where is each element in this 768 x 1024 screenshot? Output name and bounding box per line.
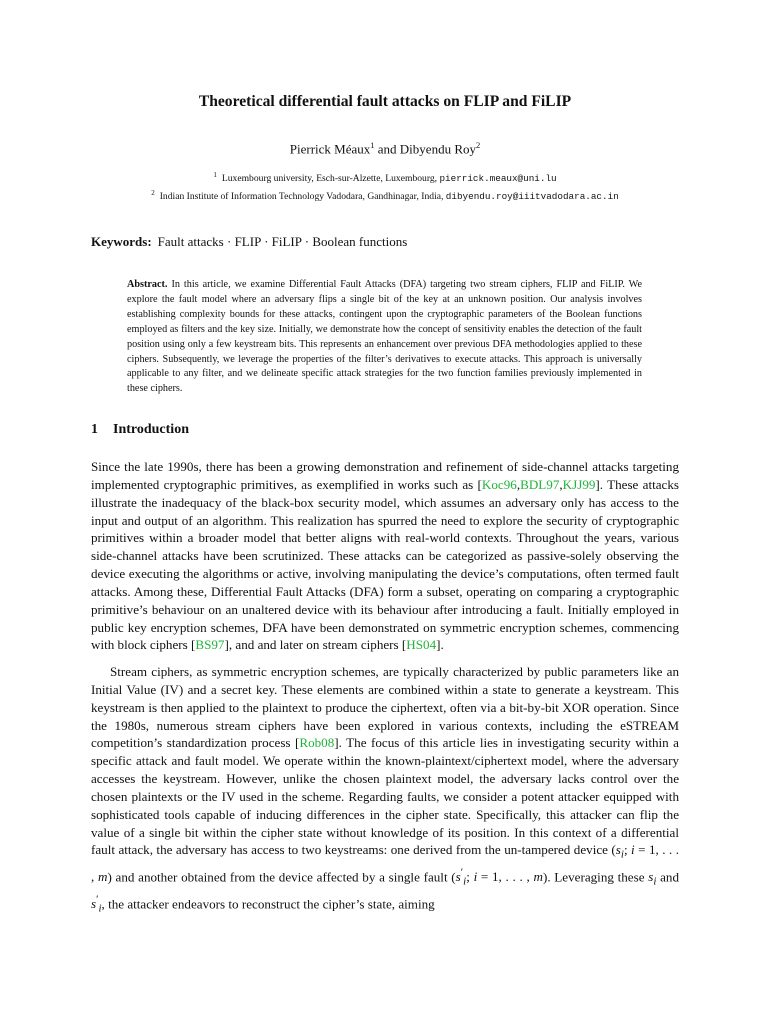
citation-link[interactable]: BDL97 (520, 476, 560, 492)
math-inline: $s'_i$ (91, 893, 102, 915)
author-1: Pierrick Méaux (289, 141, 371, 157)
math-inline: $s'_i$; i = 1, . . . , m (455, 866, 543, 888)
abstract (127, 278, 642, 397)
citation-link[interactable]: Koc96 (481, 476, 517, 492)
section-number: 1 (91, 422, 98, 437)
author-line (91, 140, 679, 157)
affiliation-2: $^2$ Indian Institute of Information Technology Vadodara, Gandhinagar, India, dibyendu.roy@iiitvadodara.ac.in (151, 189, 619, 203)
author-2-affil-mark: 2 (476, 140, 481, 150)
keywords-text: Fault attacks · FLIP · FiLIP · Boolean functions (157, 234, 408, 249)
author-1-email: pierrick.meaux@uni.lu (439, 173, 557, 185)
section-heading (91, 422, 189, 438)
abstract-label: Abstract. (127, 279, 168, 290)
citation-link[interactable]: Rob08 (299, 735, 335, 751)
citation-link[interactable]: BS97 (195, 637, 225, 653)
citation-link[interactable]: HS04 (406, 637, 437, 653)
abstract-text: In this article, we examine Differential Fault Attacks (DFA) targeting two stream ciphers, FLIP and FiLIP. We explore the fault model where an adversary flips a single bit of the key at an unknown position. Our analysis involves establishing complexity bounds for these attacks, contingent upon the cryptographic parameters of the Boolean functions employed as filters and the key size. Initially, we demonstrate how the concept of sensitivity enables the detection of the fault position using only a few keystream bits. This represents an enhancement over previous DFA methodologies applied to these ciphers. Subsequently, we leverage the properties of the filter’s derivatives to execute attacks. This approach is universally applicable to any filter, and we delineate specific attack strategies for the two function families previously implemented in these ciphers. (127, 279, 642, 395)
citation-link[interactable]: KJJ99 (562, 476, 596, 492)
keywords (91, 234, 679, 250)
paper-title: Theoretical differential fault attacks on FLIP and FiLIP (198, 93, 572, 110)
keywords-label: Keywords: (91, 234, 152, 249)
math-inline: $s_i$ (648, 869, 657, 888)
affiliation-1: $^1$ Luxembourg university, Esch-sur-Alzette, Luxembourg, pierrick.meaux@uni.lu (213, 171, 557, 185)
paragraph-2: Stream ciphers, as symmetric encryption schemes, are typically characterized by public parameters like an Initial Value (IV) and a secret key. These elements are combined within a state to generate a keystream. This keystream is then applied to the plaintext to produce the ciphertext, often via a bit-by-bit XOR operation. Since the 1980s, numerous stream ciphers have been explored in various contexts, including the eSTREAM competition’s standardization process [Rob08]. The focus of this article lies in investigating security within a specific attack and fault model. We operate within the known-plaintext/ciphertext model, where the adversary accesses the keystream. However, unlike the chosen plaintext model, the adversary lacks control over the chosen plaintexts or the IV used in the scheme. Regarding faults, we consider a potent attacker equipped with sophisticated tools capable of inducing differences in the cipher state. Specifically, this attacker can flip the value of a single bit within the cipher state without knowledge of its position. In this context of a differential fault attack, the adversary has access to two keystreams: one derived from the un-tampered device ($s_i$; i = 1, . . . , m) and another obtained from the device affected by a single fault ($s'_i$; i = 1, . . . , m). Leveraging these $s_i$ and $s'_i$, the attacker endeavors to reconstruct the cipher’s state, aiming (91, 664, 680, 915)
author-2: Dibyendu Roy (399, 141, 476, 157)
math-inline: $s_i$; i = 1, . . . , m (91, 842, 679, 885)
affiliations (91, 168, 679, 204)
section-title: Introduction (113, 422, 189, 437)
paragraph-1: Since the late 1990s, there has been a growing demonstration and refinement of side-channel attacks targeting implemented cryptographic primitives, as exemplified in works such as [Koc96,BDL97,KJJ99]. These attacks illustrate the inadequacy of the black-box security model, which assumes an adversary only has access to the input and output of an algorithm. This realization has spurred the need to explore the security of cryptographic primitives within a broader model that better aligns with real-world contexts. Throughout the years, various side-channel attacks have been scrutinized. These attacks can be categorized as passive-solely observing the device executing the algorithms or active, involving manipulating the device’s computations, often termed fault attacks. Among these, Differential Fault Attacks (DFA) form a subset, operating on comparing a cryptographic primitive’s behaviour on an unaltered device with its behaviour after introducing a fault. Initially employed in public key encryption schemes, DFA have been demonstrated on symmetric encryption schemes, commencing with block ciphers [BS97], and and later on stream ciphers [HS04]. (91, 459, 680, 653)
author-2-email: dibyendu.roy@iiitvadodara.ac.in (445, 191, 619, 203)
author-1-affil-mark: 1 (370, 140, 375, 150)
author-conjunction: and (374, 141, 400, 157)
